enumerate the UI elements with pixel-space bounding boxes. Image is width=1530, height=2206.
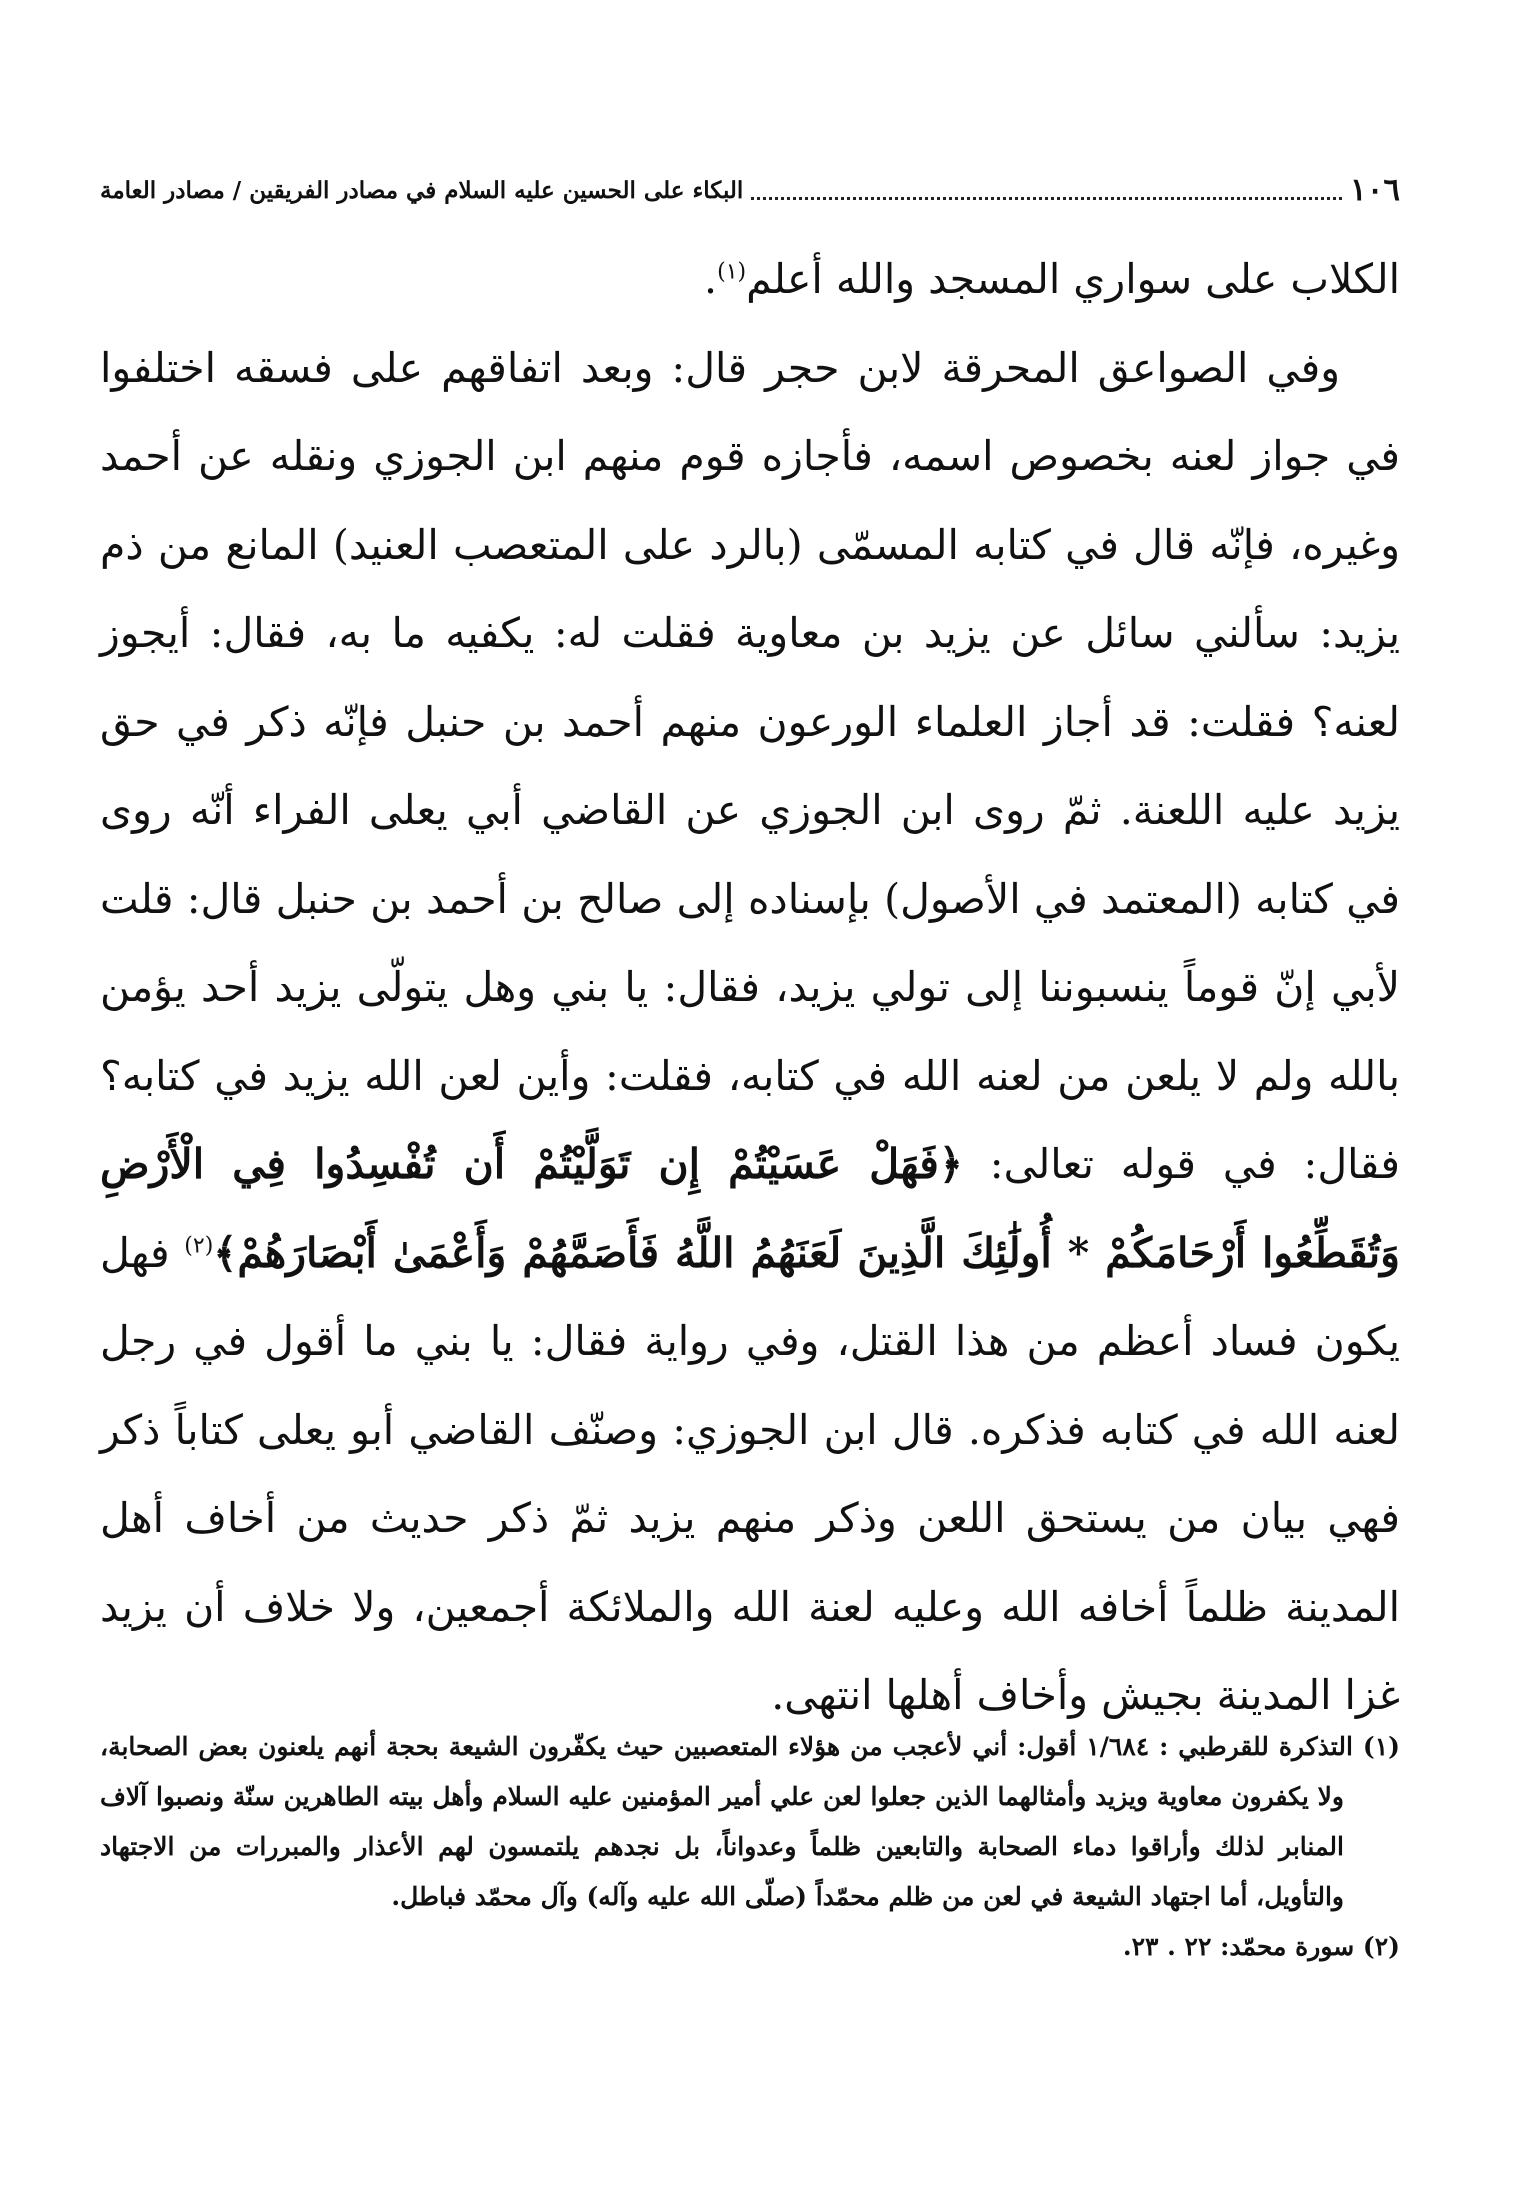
footnotes <box>100 1722 1400 1972</box>
main-text <box>100 235 1400 1740</box>
footnote-1: (١) التذكرة للقرطبي : ١/٦٨٤ أقول: أني لأعجب من هؤلاء المتعصبين حيث يكفّرون الشيعة بحجة أنهم يلعنون بعض الصحابة، ولا يكفرون معاوية ويزيد وأمثالهما الذين جعلوا لعن علي أمير المؤمنين عليه السلام وأهل بيته الطاهرين سنّة ونصبوا آلاف المنابر لذلك وأراقوا دماء الصحابة والتابعين ظلماً وعدواناً، بل نجدهم يلتمسون لهم الأعذار والمبررات من الاجتهاد والتأويل، أما اجتهاد الشيعة في لعن من ظلم محمّداً (صلّى الله عليه وآله) وآل محمّد فباطل. <box>100 1732 1400 1911</box>
paragraph-1-end: . <box>704 255 718 303</box>
footnote-ref-1: (١) <box>717 259 747 285</box>
paragraph-2-end: فهل يكون فساد أعظم من هذا القتل، وفي رواية فقال: يا بني ما أقول في رجل لعنه الله في كتابه فذكره. قال ابن الجوزي: وصنّف القاضي أبو يعلى كتاباً ذكر فهي بيان من يستحق اللعن وذكر منهم يزيد ثمّ ذكر حديث من أخاف أهل المدينة ظلماً أخافه الله وعليه لعنة الله والملائكة أجمعين، ولا خلاف أن يزيد غزا المدينة بجيش وأخاف أهلها انتهى. <box>100 1228 1400 1719</box>
running-title: البكاء على الحسين عليه السلام في مصادر الفريقين / مصادر العامة <box>100 176 744 204</box>
page-header <box>100 160 1400 220</box>
page-number: ١٠٦ <box>1350 172 1400 208</box>
footnote-ref-2: (٢) <box>184 1232 214 1258</box>
quran-verse: ﴿فَهَلْ عَسَيْتُمْ إِن تَوَلَّيْتُمْ أَن تُفْسِدُوا فِي الْأَرْضِ وَتُقَطِّعُوا أَرْحَامَكُمْ * أُولَٰئِكَ الَّذِينَ لَعَنَهُمُ اللَّهُ فَأَصَمَّهُمْ وَأَعْمَىٰ أَبْصَارَهُمْ﴾ <box>100 1140 1400 1277</box>
dotted-leader <box>751 189 1342 200</box>
footnote-2: (٢) سورة محمّد: ٢٢ . ٢٣. <box>1122 1932 1400 1961</box>
paragraph-1 <box>100 235 1400 324</box>
paragraph-2 <box>100 324 1400 1740</box>
paragraph-2-text: وفي الصواعق المحرقة لابن حجر قال: وبعد اتفاقهم على فسقه اختلفوا في جواز لعنه بخصوص اسمه، فأجازه قوم منهم ابن الجوزي ونقله عن أحمد وغيره، فإنّه قال في كتابه المسمّى (بالرد على المتعصب العنيد) المانع من ذم يزيد: سألني سائل عن يزيد بن معاوية فقلت له: يكفيه ما به، فقال: أيجوز لعنه؟ فقلت: قد أجاز العلماء الورعون منهم أحمد بن حنبل فإنّه ذكر في حق يزيد عليه اللعنة. ثمّ روى ابن الجوزي عن القاضي أبي يعلى الفراء أنّه روى في كتابه (المعتمد في الأصول) بإسناده إلى صالح بن أحمد بن حنبل قال: قلت لأبي إنّ قوماً ينسبوننا إلى تولي يزيد، فقال: يا بني وهل يتولّى يزيد أحد يؤمن بالله ولم لا يلعن من لعنه الله في كتابه، فقلت: وأين لعن الله يزيد في كتابه؟ فقال: في قوله تعالى: <box>100 343 1400 1188</box>
paragraph-1-text: الكلاب على سواري المسجد والله أعلم <box>746 255 1400 303</box>
